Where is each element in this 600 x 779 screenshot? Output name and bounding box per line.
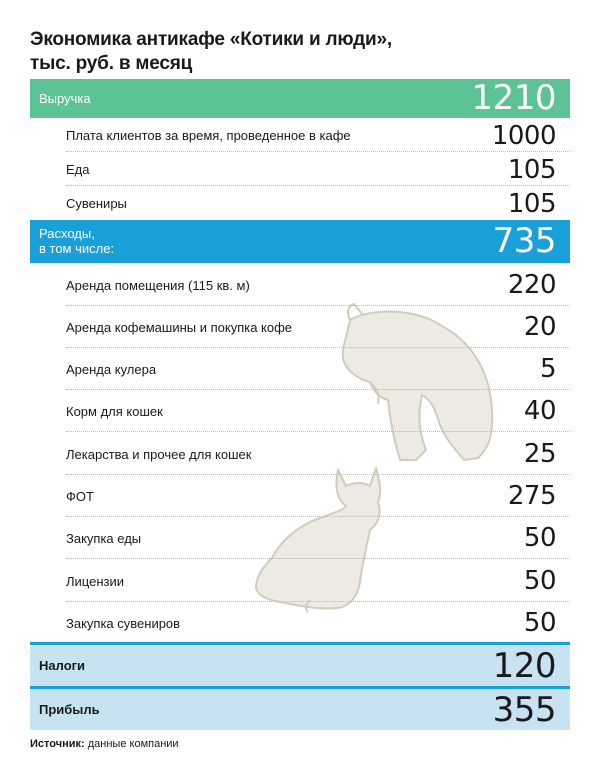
row-value: 5 [539,354,556,384]
row-label: Аренда помещения (115 кв. м) [66,278,250,293]
row-value: 105 [507,189,556,219]
row-value: 105 [507,155,556,185]
row-label: Аренда кофемашины и покупка кофе [66,320,293,335]
table-row [30,186,570,220]
taxes-label: Налоги [39,658,86,673]
row-value: 40 [523,396,556,426]
row-label: Закупка еды [66,531,142,546]
table-row [30,517,570,559]
source-prefix: Источник: [30,738,85,750]
row-value: 20 [523,312,556,342]
row-label: Закупка сувениров [66,616,181,631]
table-row [30,432,570,475]
row-label: Лекарства и прочее для кошек [66,447,252,462]
row-value: 50 [523,566,556,596]
table-row [30,602,570,642]
source-text: данные компании [84,738,179,750]
table-row [30,390,570,432]
table-row [30,559,570,602]
title-line-1: Экономика антикафе «Котики и люди», [30,29,392,50]
row-label: Еда [66,162,90,177]
row-value: 220 [507,270,556,300]
table-row [30,263,570,306]
profit-value: 355 [492,690,556,730]
table-row [30,475,570,517]
row-label: Аренда кулера [66,362,157,377]
row-value: 50 [523,523,556,553]
title-line-2: тыс. руб. в месяц [30,53,193,74]
row-label: Корм для кошек [66,404,163,419]
profit-row [30,686,570,730]
taxes-value: 120 [492,646,556,686]
expenses-label-line-1: Расходы, [39,226,95,241]
profit-label: Прибыль [39,702,100,717]
taxes-row [30,642,570,686]
expenses-label [39,226,114,256]
table-row [30,118,570,152]
chart-title [30,28,570,76]
source-note [30,738,179,750]
row-value: 275 [507,481,556,511]
row-value: 50 [523,608,556,638]
expenses-value: 735 [492,221,556,261]
expenses-label-line-2: в том числе: [39,241,115,256]
row-label: Сувениры [66,196,127,211]
revenue-row [30,79,570,118]
row-label: Лицензии [66,574,124,589]
table-row [30,152,570,186]
row-label: ФОТ [66,489,94,504]
row-label: Плата клиентов за время, проведенное в кафе [66,128,351,143]
table-row [30,306,570,348]
row-value: 1000 [491,121,556,151]
table-row [30,348,570,390]
expenses-row [30,220,570,263]
revenue-label: Выручка [39,91,91,106]
row-value: 25 [523,439,556,469]
revenue-value: 1210 [471,78,556,118]
